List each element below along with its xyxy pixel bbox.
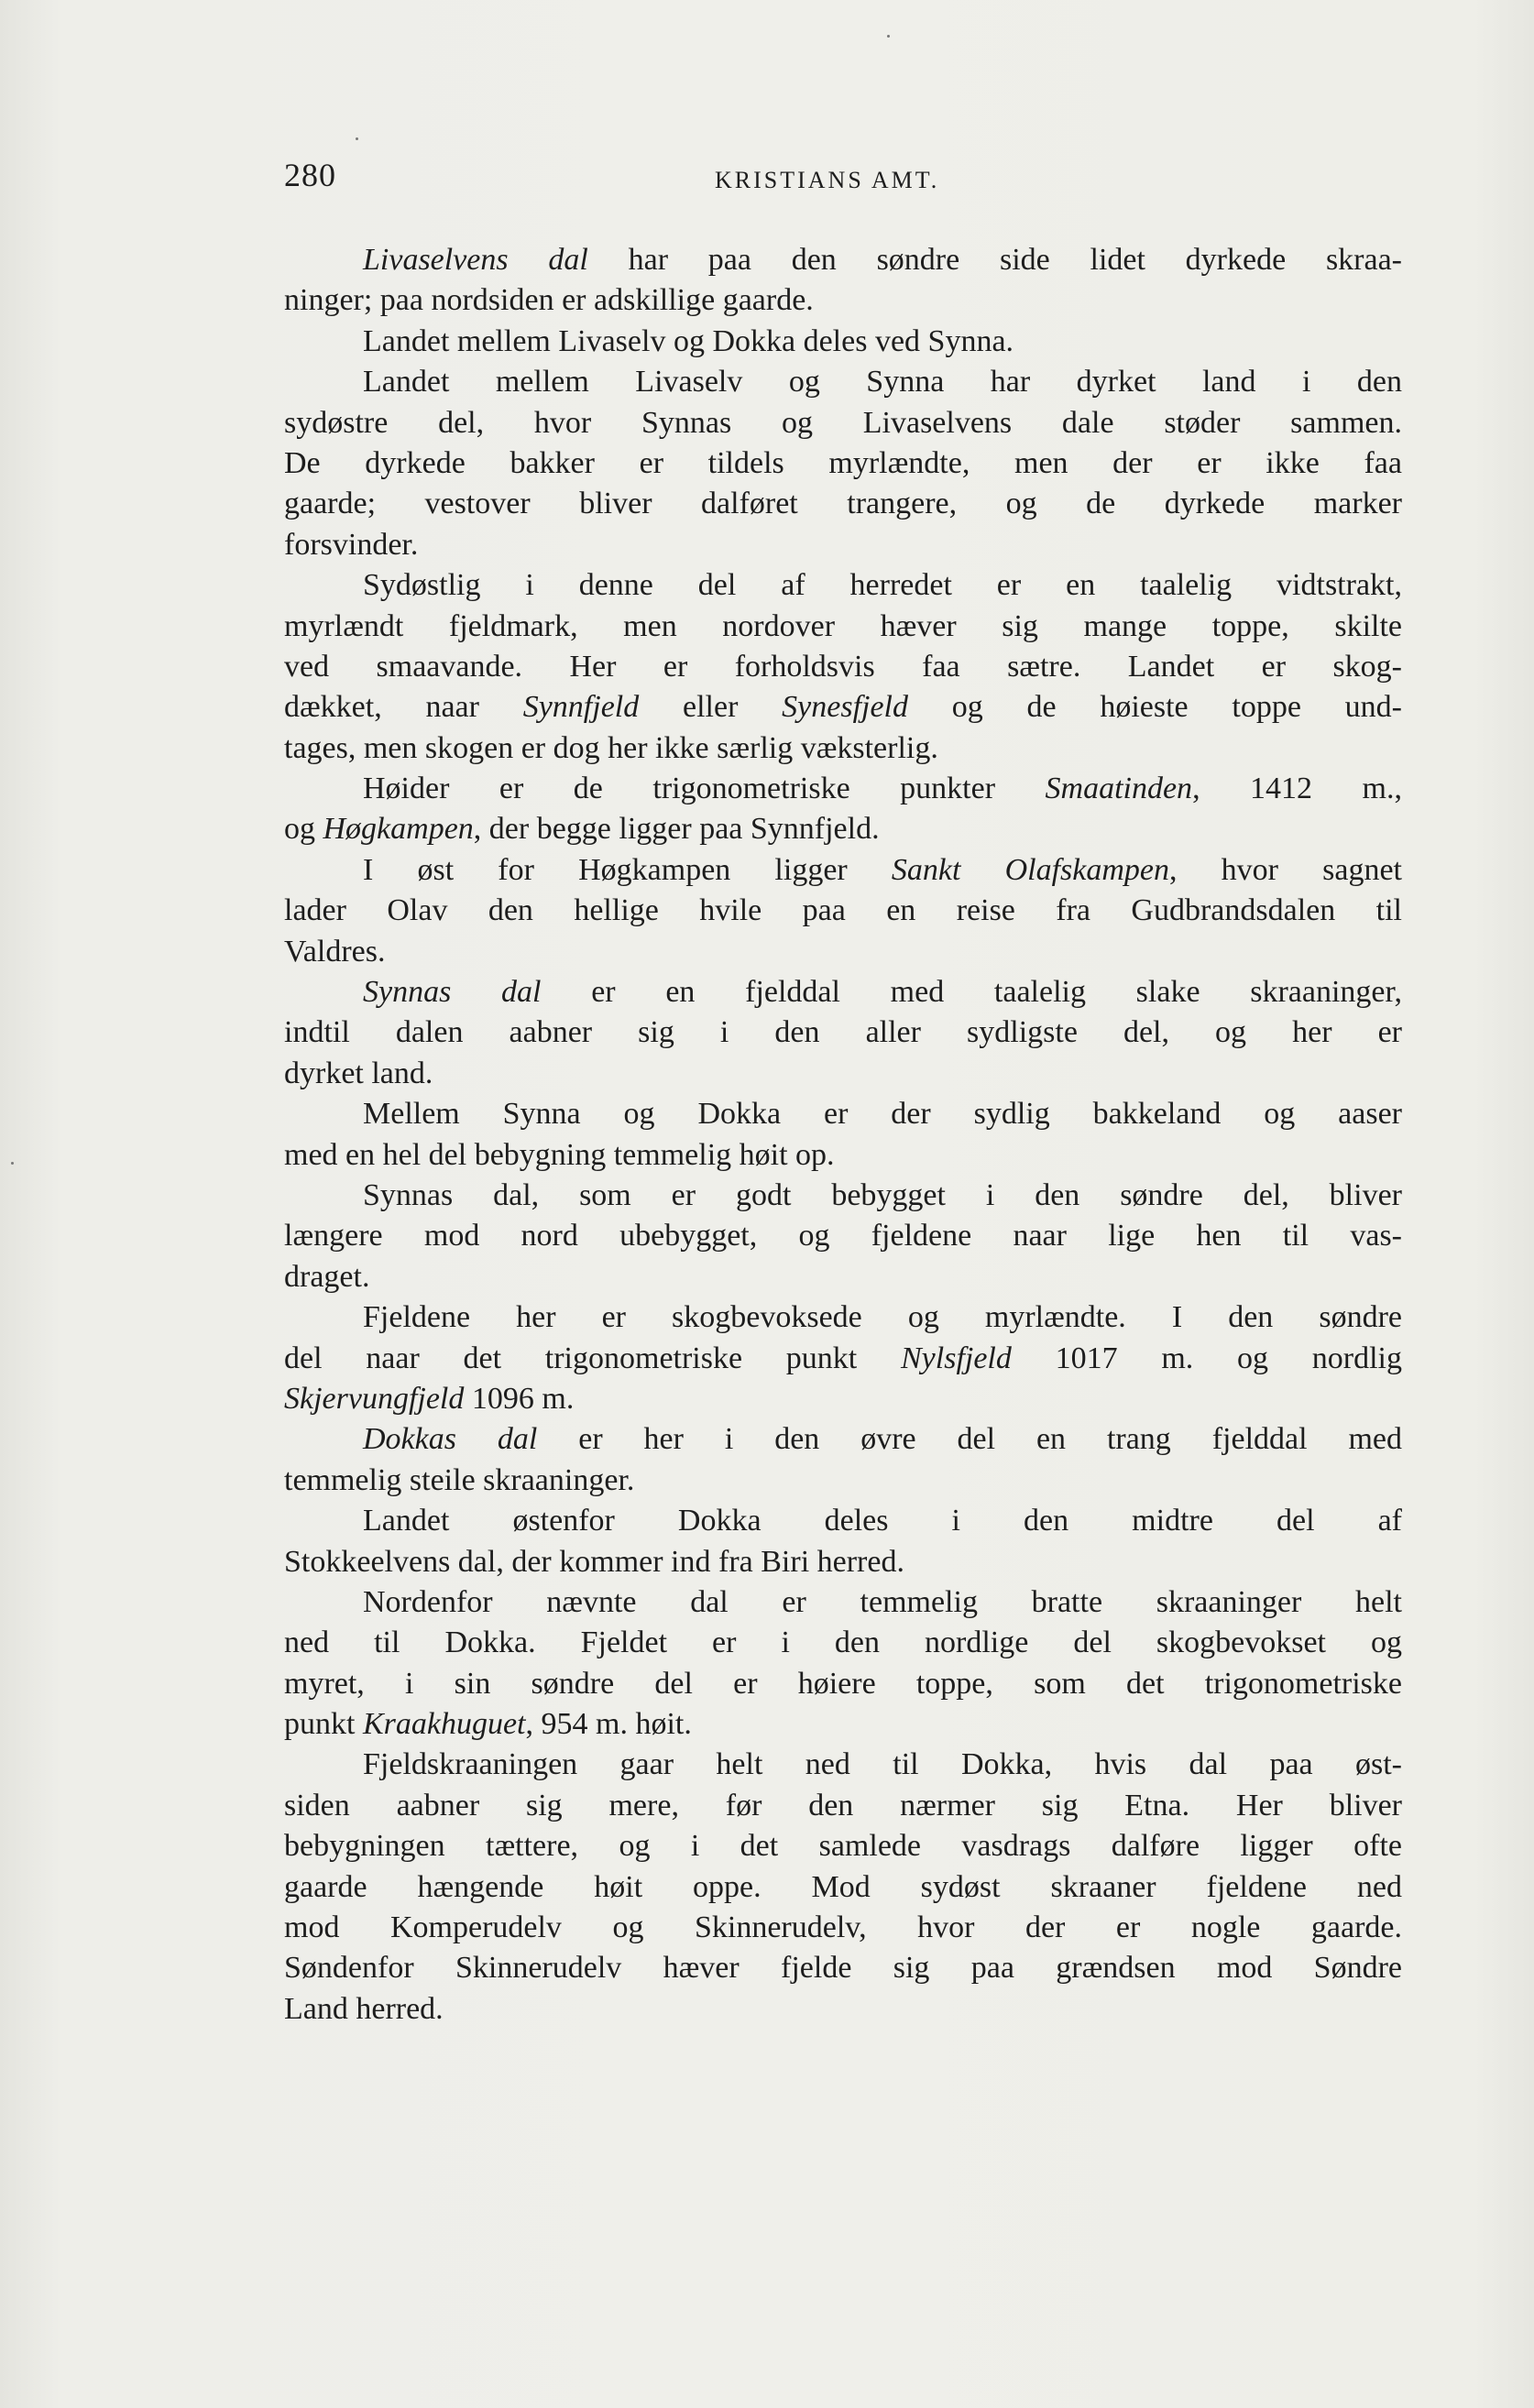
text-run: mod Komperudelv og Skinnerudelv, hvor der er nogle gaarde. [284,1910,1402,1945]
text-run: 1096 m. [464,1381,575,1416]
text-run: sydøstre del, hvor Synnas og Livaselvens dale støder sammen. [284,405,1402,440]
text-line [284,1582,1402,1623]
text-run: I øst for Høgkampen ligger [363,852,892,887]
text-run: , 954 m. høit. [525,1707,692,1742]
text-run: myrlændt fjeldmark, men nordover hæver sig mange toppe, skilte [284,608,1402,643]
text-run: del naar det trigonometriske punkt [284,1341,901,1375]
running-head: KRISTIANS AMT. [715,167,940,193]
text-line [284,322,1402,362]
text-line [284,1094,1402,1134]
text-run: Mellem Synna og Dokka er der sydlig bakkeland og aaser [363,1097,1402,1132]
paper-speck [11,1162,14,1165]
italic-term: Synnfjeld [522,690,640,725]
italic-term: Livaselvens dal [363,243,588,277]
text-line [284,1419,1402,1460]
text-line [284,1786,1402,1826]
text-line [284,1379,1402,1419]
text-line [284,1501,1402,1541]
text-run: , hvor sagnet [1169,852,1402,887]
text-run: ved smaavande. Her er forholdsvis faa sætre. Landet er skog- [284,649,1402,684]
text-line [284,647,1402,687]
italic-term: Sankt Olafskampen [891,852,1170,887]
text-line [284,443,1402,484]
text-line [284,1542,1402,1582]
text-line [284,728,1402,769]
text-run: 1017 m. og nordlig [1011,1341,1402,1375]
text-run: og [284,812,323,847]
paper-speck [887,35,890,38]
text-run: Synnas dal, som er godt bebygget i den søndre del, bliver [363,1177,1402,1212]
text-line [284,362,1402,402]
text-run: Land herred. [284,1991,444,2026]
text-run: Nordenfor nævnte dal er temmelig bratte skraaninger helt [363,1584,1402,1619]
text-run: bebygningen tættere, og i det samlede vasdrags dalføre ligger ofte [284,1829,1402,1864]
text-line [284,1339,1402,1379]
text-line [284,1054,1402,1094]
page-number: 280 [284,157,336,193]
text-run: Landet mellem Livaselv og Synna har dyrket land i den [363,365,1402,400]
text-line [284,809,1402,849]
text-run: ninger; paa nordsiden er adskillige gaarde. [284,283,814,318]
text-run: , 1412 m., [1192,772,1402,806]
text-line [284,1012,1402,1053]
text-run: tages, men skogen er dog her ikke særlig væksterlig. [284,730,938,765]
page-header [284,156,1402,202]
text-line [284,972,1402,1012]
italic-term: Kraakhuguet [362,1707,526,1742]
italic-term: Nylsfjeld [901,1341,1012,1375]
text-line [284,1176,1402,1216]
text-run: Valdres. [284,934,386,969]
text-line [284,403,1402,443]
text-run: ned til Dokka. Fjeldet er i den nordlige del skogbevokset og [284,1625,1402,1660]
text-line [284,769,1402,809]
text-run: Stokkeelvens dal, der kommer ind fra Biri herred. [284,1544,904,1579]
text-line [284,240,1402,280]
text-line [284,1867,1402,1908]
text-line [284,1664,1402,1704]
text-run: er en fjelddal med taalelig slake skraaninger, [541,975,1402,1010]
text-line [284,1216,1402,1256]
text-run: og de høieste toppe und- [908,690,1402,725]
text-line [284,1461,1402,1501]
text-run: Landet mellem Livaselv og Dokka deles ved Synna. [363,323,1014,358]
text-line [284,1745,1402,1785]
text-run: lader Olav den hellige hvile paa en reise fra Gudbrandsdalen til [284,893,1402,928]
text-line [284,687,1402,728]
text-run: draget. [284,1259,370,1294]
text-run: er her i den øvre del en trang fjelddal med [537,1422,1402,1457]
text-run: gaarde hængende høit oppe. Mod sydøst skraaner fjeldene ned [284,1869,1402,1904]
text-line [284,1826,1402,1866]
text-line [284,607,1402,647]
text-run: Fjeldene her er skogbevoksede og myrlændte. I den søndre [363,1300,1402,1335]
text-run: eller [639,690,783,725]
body-text [284,240,1402,2030]
text-run: forsvinder. [284,527,419,562]
text-run: Landet østenfor Dokka deles i den midtre del af [363,1504,1402,1538]
text-run: med en hel del bebygning temmelig høit op. [284,1137,835,1172]
text-run: Søndenfor Skinnerudelv hæver fjelde sig paa grændsen mod Søndre [284,1951,1402,1986]
text-run: har paa den søndre side lidet dyrkede skraa- [587,243,1402,277]
text-line [284,932,1402,972]
text-run: indtil dalen aabner sig i den aller sydligste del, og her er [284,1015,1402,1050]
text-run: dækket, naar [284,690,523,725]
text-run: siden aabner sig mere, før den nærmer sig Etna. Her bliver [284,1788,1402,1822]
text-line [284,850,1402,891]
text-line [284,280,1402,321]
text-run: myret, i sin søndre del er høiere toppe, som det trigonometriske [284,1666,1402,1701]
paper-speck [356,137,358,140]
text-line [284,891,1402,931]
italic-term: Dokkas dal [363,1422,538,1457]
text-run: De dyrkede bakker er tildels myrlændte, men der er ikke faa [284,445,1402,480]
text-run: temmelig steile skraaninger. [284,1462,635,1497]
italic-term: Høgkampen [323,812,474,847]
italic-term: Synnas dal [363,975,542,1010]
text-run: Fjeldskraaningen gaar helt ned til Dokka, hvis dal paa øst- [363,1747,1402,1782]
italic-term: Synesfjeld [782,690,908,725]
text-run: længere mod nord ubebygget, og fjeldene naar lige hen til vas- [284,1219,1402,1253]
text-run: Høider er de trigonometriske punkter [363,772,1046,806]
text-line [284,1704,1402,1745]
text-line [284,1135,1402,1176]
text-run: gaarde; vestover bliver dalføret trangere, og de dyrkede marker [284,487,1402,521]
text-line [284,1297,1402,1338]
text-run: , der begge ligger paa Synnfjeld. [473,812,880,847]
italic-term: Skjervungfjeld [284,1381,465,1416]
text-line [284,565,1402,606]
italic-term: Smaatinden [1045,772,1193,806]
text-line [284,525,1402,565]
text-line [284,1257,1402,1297]
text-line [284,1908,1402,1948]
text-line [284,1623,1402,1663]
text-line [284,1948,1402,1988]
text-line [284,484,1402,524]
text-line [284,1989,1402,2030]
text-run: Sydøstlig i denne del af herredet er en taalelig vidtstrakt, [363,568,1402,603]
text-run: punkt [284,1707,363,1742]
text-run: dyrket land. [284,1056,433,1090]
